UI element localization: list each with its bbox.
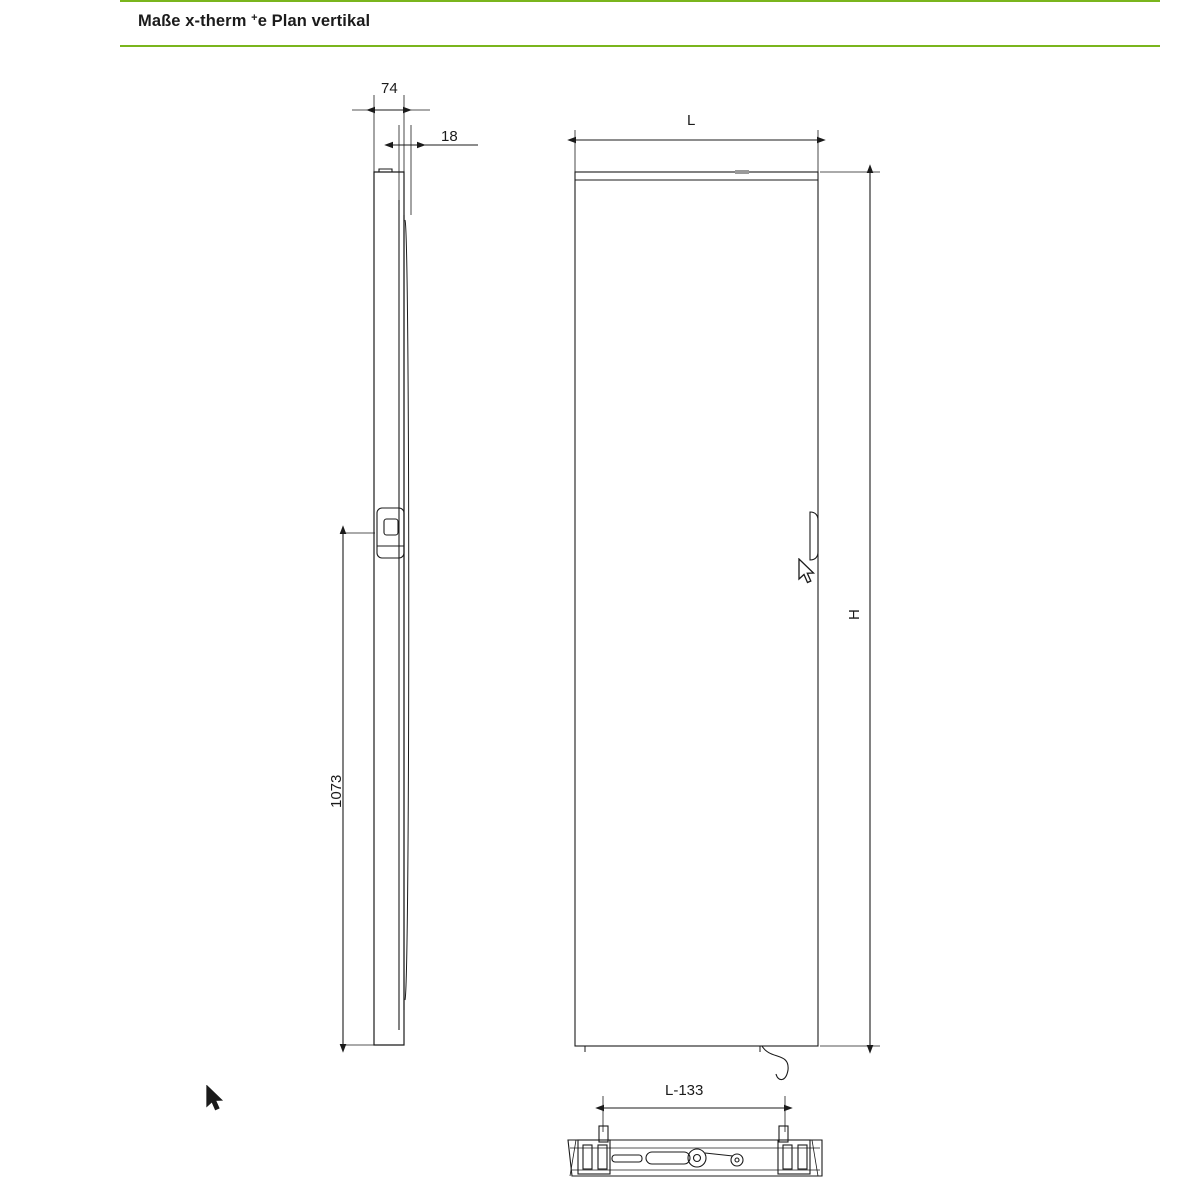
arrow-cursor-drawing — [797, 558, 817, 586]
dim-label-L-133: L-133 — [665, 1082, 704, 1099]
page-title-prefix: Maße x-therm — [138, 12, 252, 30]
dim-label-L: L — [687, 112, 696, 129]
dim-1073 — [340, 533, 378, 1045]
dim-label-H: H — [846, 609, 863, 620]
dim-label-1073: 1073 — [328, 774, 345, 808]
page-title-sup: + — [251, 12, 258, 25]
side-view-geometry — [374, 169, 409, 1045]
dim-label-74: 74 — [381, 80, 398, 97]
dim-label-18: 18 — [441, 128, 458, 145]
dim-18 — [393, 125, 478, 215]
bottom-detail-geometry — [568, 1126, 822, 1176]
front-view-geometry — [575, 170, 818, 1080]
dim-L-133 — [603, 1096, 785, 1132]
page-title-suffix: e Plan vertikal — [257, 12, 371, 30]
dim-L — [575, 130, 818, 175]
dim-74 — [352, 95, 430, 175]
arrow-cursor-canvas — [205, 1085, 225, 1113]
